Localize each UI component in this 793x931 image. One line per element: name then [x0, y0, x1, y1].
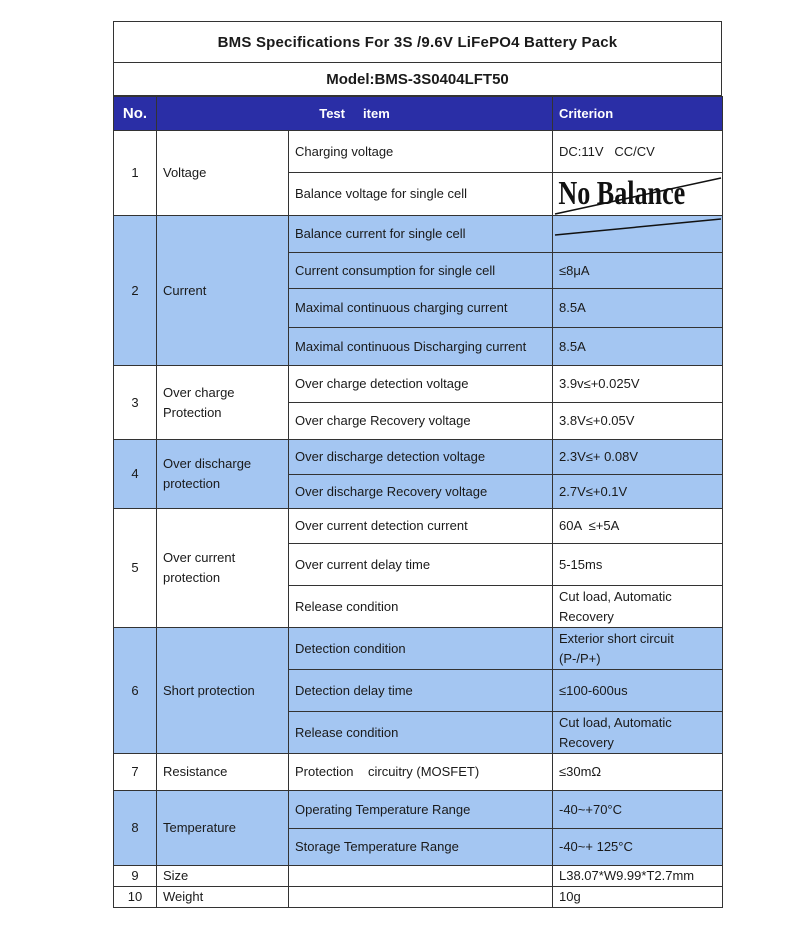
- criterion-line: Recovery: [559, 608, 614, 624]
- row-number: 1: [114, 131, 157, 216]
- table-row: [114, 216, 723, 253]
- spec-sheet: [113, 21, 722, 908]
- test-item-empty: [289, 866, 553, 887]
- table-row: [114, 887, 723, 908]
- criterion: 10g: [553, 887, 723, 908]
- category-line: Over current: [163, 550, 236, 565]
- row-category: Short protection: [157, 628, 289, 754]
- spec-table: [113, 96, 723, 908]
- category-line: Over charge: [163, 384, 235, 400]
- test-item-empty: [289, 887, 553, 908]
- no-balance-stamp-text: No Balance: [558, 175, 686, 212]
- criterion-struck: [553, 216, 723, 253]
- criterion: [553, 712, 723, 754]
- category-line: protection: [163, 476, 221, 491]
- test-item: Balance voltage for single cell: [289, 173, 553, 216]
- criterion: 3.9v≤+0.025V: [553, 366, 723, 403]
- row-number: 2: [114, 216, 157, 366]
- strike-line: [553, 216, 723, 253]
- criterion: L38.07*W9.99*T2.7mm: [553, 866, 723, 887]
- test-item: Balance current for single cell: [289, 216, 553, 253]
- row-number: 9: [114, 866, 157, 887]
- row-number: 8: [114, 791, 157, 866]
- test-item: Detection delay time: [289, 670, 553, 712]
- row-number: 7: [114, 754, 157, 791]
- test-item: Over current delay time: [289, 544, 553, 586]
- no-balance-stamp: [553, 173, 723, 216]
- criterion: 8.5A: [553, 328, 723, 366]
- criterion: [553, 586, 723, 628]
- test-item: Over discharge detection voltage: [289, 440, 553, 475]
- category-line: Protection: [163, 404, 222, 420]
- table-header: [114, 97, 723, 131]
- criterion: 8.5A: [553, 289, 723, 328]
- test-item: Detection condition: [289, 628, 553, 670]
- test-item: Current consumption for single cell: [289, 253, 553, 289]
- header-test-item: Test item: [157, 97, 553, 131]
- row-number: 3: [114, 366, 157, 440]
- row-category: Temperature: [157, 791, 289, 866]
- row-number: 6: [114, 628, 157, 754]
- test-item: Over discharge Recovery voltage: [289, 475, 553, 509]
- criterion: -40~+ 125°C: [553, 829, 723, 866]
- row-number: 4: [114, 440, 157, 509]
- criterion-line: Recovery: [559, 734, 614, 750]
- criterion: 3.8V≤+0.05V: [553, 403, 723, 440]
- criterion: ≤30mΩ: [553, 754, 723, 791]
- test-item: Operating Temperature Range: [289, 791, 553, 829]
- category-line: protection: [163, 570, 221, 585]
- row-category: [157, 509, 289, 628]
- criterion: 5-15ms: [553, 544, 723, 586]
- test-item: Over charge Recovery voltage: [289, 403, 553, 440]
- table-row: [114, 791, 723, 829]
- criterion: 2.7V≤+0.1V: [553, 475, 723, 509]
- criterion: 60A ≤+5A: [553, 509, 723, 544]
- test-item: Release condition: [289, 586, 553, 628]
- row-number: 10: [114, 887, 157, 908]
- page-title: BMS Specifications For 3S /9.6V LiFePO4 Battery Pack: [113, 21, 722, 63]
- criterion: ≤8μA: [553, 253, 723, 289]
- test-item: Charging voltage: [289, 131, 553, 173]
- table-row: [114, 628, 723, 670]
- criterion: DC:11V CC/CV: [553, 131, 723, 173]
- test-item: Over current detection current: [289, 509, 553, 544]
- table-row: [114, 866, 723, 887]
- model-number: Model:BMS-3S0404LFT50: [113, 63, 722, 96]
- category-line: Over discharge: [163, 456, 252, 471]
- row-category: [157, 366, 289, 440]
- criterion-line: Exterior short circuit: [559, 630, 674, 646]
- criterion-line: (P-/P+): [559, 650, 601, 666]
- criterion: [553, 628, 723, 670]
- table-row: [114, 366, 723, 403]
- row-category: Resistance: [157, 754, 289, 791]
- row-category: Current: [157, 216, 289, 366]
- criterion: 2.3V≤+ 0.08V: [553, 440, 723, 475]
- criterion: -40~+70°C: [553, 791, 723, 829]
- criterion: ≤100-600us: [553, 670, 723, 712]
- row-category: Voltage: [157, 131, 289, 216]
- test-item: Maximal continuous charging current: [289, 289, 553, 328]
- criterion-line: Cut load, Automatic: [559, 714, 672, 730]
- criterion-line: Cut load, Automatic: [559, 588, 672, 604]
- row-category: Weight: [157, 887, 289, 908]
- header-no: No.: [114, 97, 157, 131]
- test-item: Storage Temperature Range: [289, 829, 553, 866]
- table-row: [114, 440, 723, 475]
- row-category: Size: [157, 866, 289, 887]
- table-row: [114, 131, 723, 173]
- test-item: Release condition: [289, 712, 553, 754]
- test-item: Protection circuitry (MOSFET): [289, 754, 553, 791]
- table-row: [114, 509, 723, 544]
- row-category: [157, 440, 289, 509]
- header-criterion: Criterion: [553, 97, 723, 131]
- table-row: [114, 754, 723, 791]
- test-item: Over charge detection voltage: [289, 366, 553, 403]
- row-number: 5: [114, 509, 157, 628]
- test-item: Maximal continuous Discharging current: [289, 328, 553, 366]
- no-balance-stamp-graphic: [553, 173, 723, 216]
